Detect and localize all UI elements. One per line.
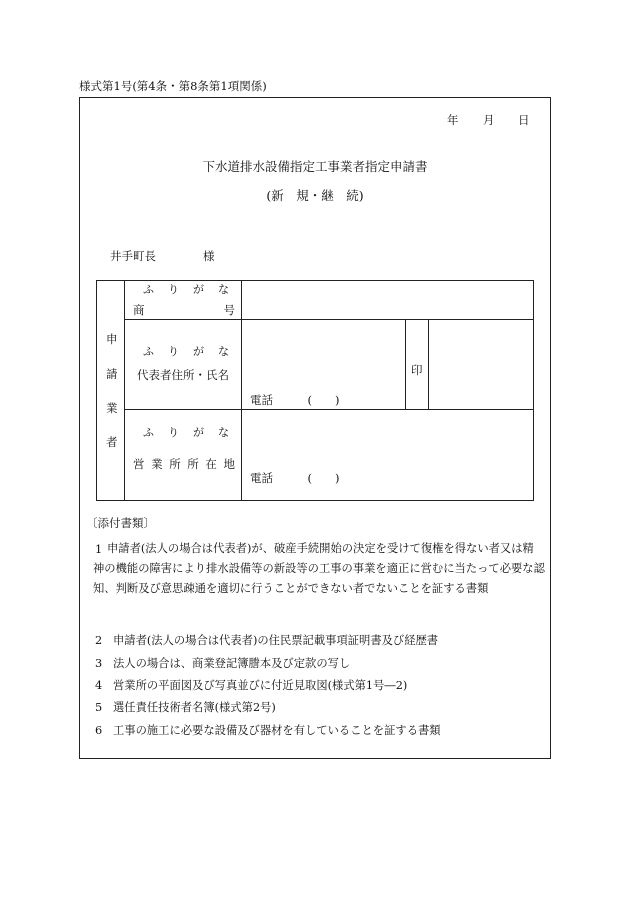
attachment-item-4: 4 営業所の平面図及び写真並びに付近見取図(様式第1号―2) (95, 679, 408, 692)
attachment-item-6: 6 工事の施工に必要な設備及び器材を有していることを証する書類 (95, 724, 441, 737)
date-year-label: 年 (447, 113, 459, 127)
attachments-heading: 〔添付書類〕 (86, 516, 155, 530)
application-type: (新 規・継 続) (266, 188, 364, 203)
representative-furigana: ふ り が な (143, 345, 229, 358)
trade-name-label: 商 号 (133, 303, 235, 317)
document-title: 下水道排水設備指定工事業者指定申請書 (202, 159, 428, 174)
applicant-label-char: 申 (106, 332, 118, 346)
representative-label: 代表者住所・氏名 (137, 368, 229, 382)
date-day-label: 日 (518, 113, 530, 127)
seal-mark: 印 (411, 363, 423, 377)
attachment-item-1: 申請者(法人の場合は代表者)が、破産手続開始の決定を受けて復権を得ない者又は精神の機能の障害により排水設備等の新設等の工事の事業を適正に営むに当たって必要な認知、判断及び意思疎通を適切に行うことができない者でないことを証する書類 (93, 542, 545, 595)
attachment-item-2: 2 申請者(法人の場合は代表者)の住民票記載事項証明書及び経歴書 (95, 634, 439, 647)
office-furigana: ふ り が な (143, 426, 229, 439)
trade-name-furigana: ふ り が な (143, 283, 229, 296)
addressee-honorific: 様 (203, 249, 215, 263)
date-month-label: 月 (483, 113, 495, 127)
applicant-label-char: 請 (106, 367, 118, 381)
applicant-label-char: 業 (106, 401, 118, 415)
attachment-number: 1 (95, 543, 103, 556)
office-phone: 電話 ( ) (250, 471, 340, 485)
form-number-header: 様式第1号(第4条・第8条第1項関係) (79, 79, 267, 93)
addressee-name: 井手町長 (110, 249, 156, 263)
attachment-item-3: 3 法人の場合は、商業登記簿謄本及び定款の写し (95, 657, 351, 670)
applicant-label-char: 者 (106, 435, 118, 449)
representative-phone: 電話 ( ) (250, 393, 340, 407)
attachment-item-5: 5 選任責任技術者名簿(様式第2号) (95, 701, 276, 714)
office-address-label: 営 業 所 所 在 地 (133, 457, 235, 471)
